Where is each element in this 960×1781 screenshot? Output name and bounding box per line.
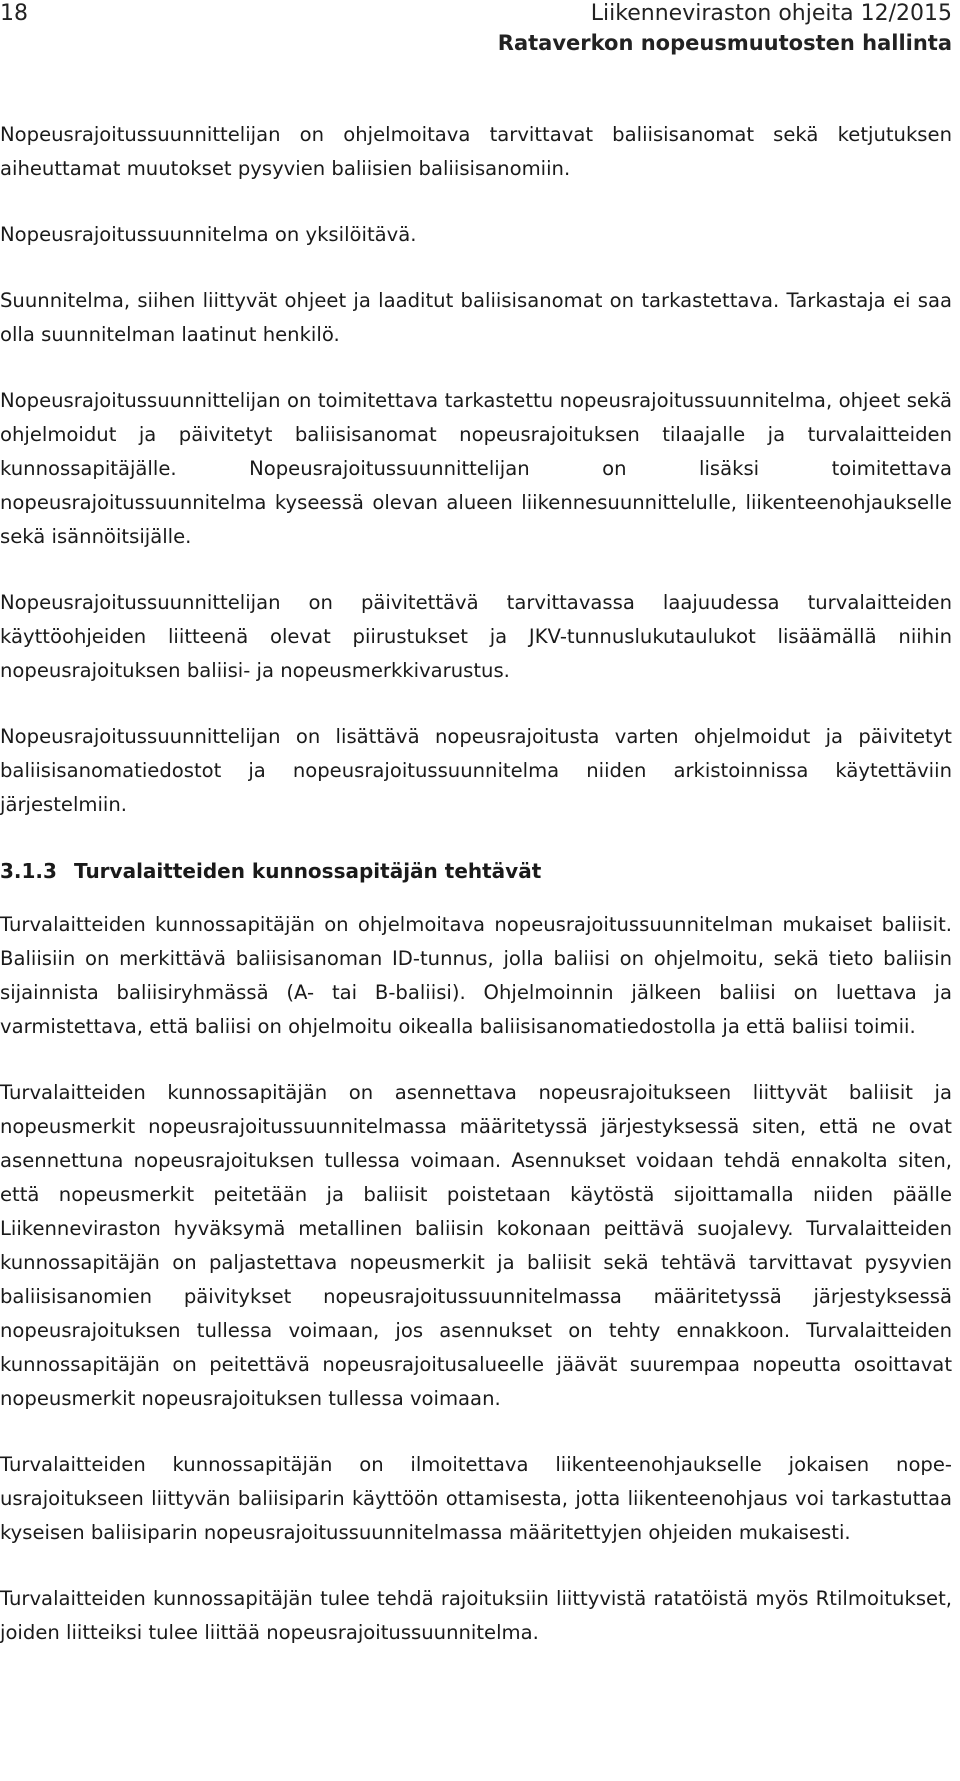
publication-series: Liikenneviraston ohjeita 12/2015 — [590, 1, 952, 26]
paragraph: Nopeusrajoitussuunnittelijan on toimitettava tarkastettu nopeusrajoitussuunnitelma, ohjeet sekä ohjelmoidut ja päivitetyt baliisisanomat nopeusrajoituksen tilaajalle ja turvalaitteiden kunnossapitäjälle. Nopeusrajoitussuunnittelijan on lisäksi toimitettava nopeusrajoitussuunnitelma kyseessä olevan alueen liikennesuunnittelulle, liikenteenohjaukselle sekä isännöitsijälle. — [0, 389, 952, 548]
page-number: 18 — [0, 1, 28, 26]
running-header — [432, 0, 952, 58]
body-text — [0, 118, 952, 1682]
paragraph: Nopeusrajoitussuunnittelijan on lisättävä nopeusrajoitusta varten ohjelmoidut ja päivitetyt baliisisanomatiedostot ja nopeusrajoitussuunnitelma niiden arkistoinnissa käytettäviin järjestelmiin. — [0, 725, 952, 816]
paragraph: Turvalaitteiden kunnossapitäjän on ohjelmoitava nopeusrajoitussuunnitelman mukaiset baliisit. Baliisiin on merkittävä baliisisanoman ID-tunnus, jolla baliisi on ohjelmoitu, sekä tieto baliisin sijainnista baliisiryhmässä (A- tai B-baliisi). Ohjelmoinnin jälkeen baliisi on luettava ja varmistettava, että baliisi on ohjelmoitu oikealla baliisisanomatiedostolla ja että baliisi toimii. — [0, 913, 952, 1038]
paragraph: Turvalaitteiden kunnossapitäjän on ilmoitettava liikenteenohjaukselle jokaisen nopeusrajoitukseen liittyvän baliisiparin käyttöön ottamisesta, jotta liikenteenohjaus voi tarkastuttaa kyseisen baliisiparin nopeusrajoitussuunnitelmassa määritettyjen ohjeiden mukaisesti. — [0, 1453, 952, 1544]
paragraph: Turvalaitteiden kunnossapitäjän on asennettava nopeusrajoitukseen liittyvät baliisit ja nopeusmerkit nopeusrajoitussuunnitelmassa määritetyssä järjestyksessä siten, että ne ovat asennettuna nopeusrajoituksen tullessa voimaan. Asennukset voidaan tehdä ennakolta siten, että nopeusmerkit peitetään ja baliisit poistetaan käytöstä sijoittamalla niiden päälle Liikenneviraston hyväksymä metallinen baliisin kokonaan peittävä suojalevy. Turvalaitteiden kunnossapitäjän on paljastettava nopeusmerkit ja baliisit sekä tehtävä tarvittavat pysyvien baliisisanomien päivitykset nopeusrajoitussuunnitelmassa määritetyssä järjestyksessä nopeusrajoituksen tullessa voimaan, jos asennukset on tehty ennakkoon. Turvalaitteiden kunnossapitäjän on peitettävä nopeusrajoitusalueelle jäävät suurempaa nopeutta osoittavat nopeusmerkit nopeusrajoituksen tullessa voimaan. — [0, 1081, 952, 1410]
document-title: Rataverkon nopeusmuutosten hallinta — [497, 31, 952, 55]
paragraph: Nopeusrajoitussuunnittelijan on ohjelmoitava tarvittavat baliisisanomat sekä ketjutuksen aiheuttamat muutokset pysyvien baliisien baliisisanomiin. — [0, 123, 952, 180]
paragraph: Nopeusrajoitussuunnitelma on yksilöitävä. — [0, 223, 417, 246]
section-number: 3.1.3 — [0, 859, 57, 883]
paragraph: Suunnitelma, siihen liittyvät ohjeet ja laaditut baliisisanomat on tarkastettava. Tarkastaja ei saa olla suunnitelman laatinut henkilö. — [0, 289, 952, 346]
section-title: Turvalaitteiden kunnossapitäjän tehtävät — [74, 859, 542, 883]
paragraph: Nopeusrajoitussuunnittelijan on päivitettävä tarvittavassa laajuudessa turvalaitteiden käyttöohjeiden liitteenä olevat piirustukset ja JKV-tunnuslukutaulukot lisäämällä niihin nopeusrajoituksen baliisi- ja nopeusmerkkivarustus. — [0, 591, 952, 682]
paragraph: Turvalaitteiden kunnossapitäjän tulee tehdä rajoituksiin liittyvistä ratatöistä myös Rtilmoitukset, joiden liitteiksi tulee liittää nopeusrajoitussuunnitelma. — [0, 1587, 952, 1644]
section-heading — [0, 854, 952, 888]
